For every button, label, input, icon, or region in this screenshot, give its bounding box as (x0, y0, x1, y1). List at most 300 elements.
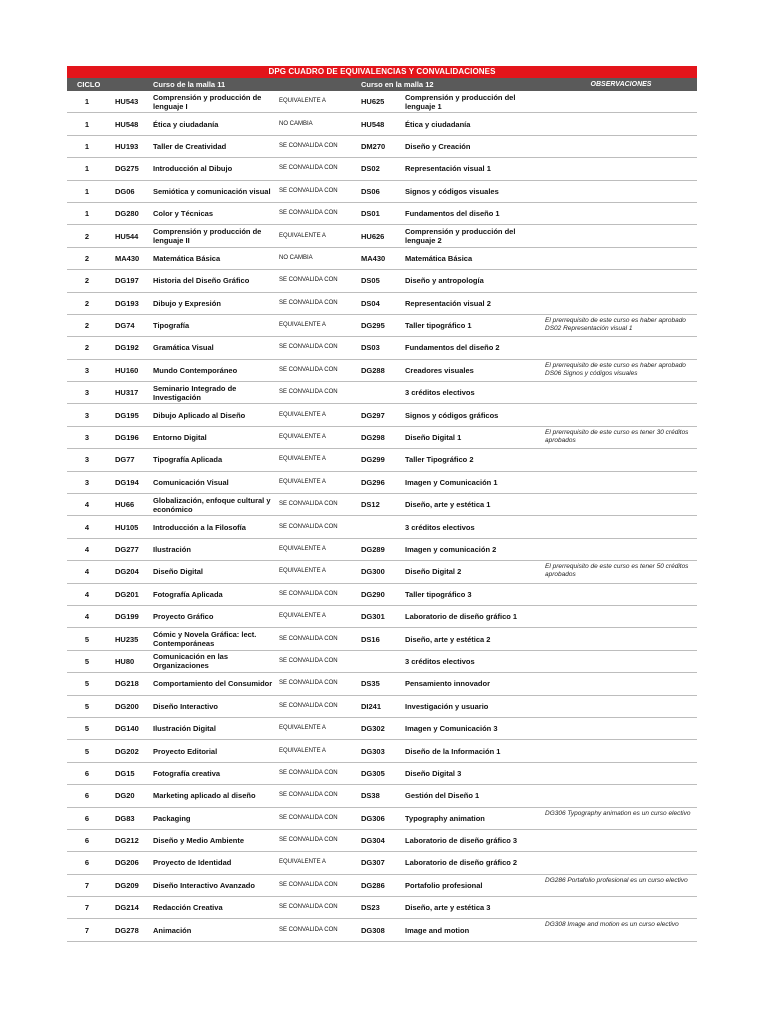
cell-ciclo: 3 (84, 388, 90, 398)
cell-code-malla12: DS05 (361, 276, 380, 286)
table-row (67, 113, 697, 135)
cell-relation: SE CONVALIDA CON (279, 187, 338, 194)
cell-ciclo: 6 (84, 836, 90, 846)
table-row (67, 628, 697, 650)
cell-code-malla11: DG20 (115, 791, 135, 801)
table-row (67, 696, 697, 718)
cell-observation (545, 248, 697, 269)
cell-code-malla12: DG307 (361, 858, 385, 868)
cell-relation: SE CONVALIDA CON (279, 837, 338, 844)
cell-code-malla12: DG301 (361, 612, 385, 622)
header-malla12: Curso en la malla 12 (361, 80, 434, 89)
cell-code-malla12: HU625 (361, 97, 385, 107)
cell-ciclo: 4 (84, 500, 90, 510)
cell-code-malla12: DS35 (361, 679, 380, 689)
cell-observation (545, 673, 697, 694)
cell-ciclo: 2 (84, 276, 90, 286)
table-row (67, 763, 697, 785)
cell-code-malla11: DG199 (115, 612, 139, 622)
cell-relation: EQUIVALENTE A (279, 546, 326, 552)
cell-observation (545, 293, 697, 314)
cell-name-malla12: Imagen y comunicación 2 (405, 545, 497, 554)
cell-ciclo: 4 (84, 567, 90, 577)
cell-name-malla12: Portafolio profesional (405, 880, 483, 890)
cell-name-malla12: Creadores visuales (405, 365, 474, 375)
cell-code-malla12: DS01 (361, 209, 380, 219)
table-title: DPG CUADRO DE EQUIVALENCIAS Y CONVALIDACIONES (67, 66, 697, 78)
cell-code-malla12: DG289 (361, 545, 385, 554)
cell-relation: EQUIVALENTE A (279, 568, 326, 575)
cell-ciclo: 5 (84, 634, 90, 644)
cell-code-malla12: DG305 (361, 768, 385, 778)
table-row (67, 315, 697, 337)
cell-name-malla12: Gestión del Diseño 1 (405, 791, 480, 801)
cell-name-malla12: Taller Tipográfico 2 (405, 455, 474, 465)
cell-code-malla11: HU160 (115, 365, 139, 375)
table-row (67, 382, 697, 404)
cell-ciclo: 3 (84, 455, 90, 465)
cell-name-malla11: Introducción a la Filosofía (153, 522, 246, 532)
cell-code-malla11: DG83 (115, 813, 135, 823)
cell-ciclo: 2 (84, 298, 90, 308)
cell-name-malla11: Semiótica y comunicación visual (153, 186, 271, 196)
cell-code-malla11: DG194 (115, 477, 139, 487)
cell-ciclo: 6 (84, 768, 90, 778)
cell-ciclo: 3 (84, 410, 90, 420)
cell-ciclo: 4 (84, 522, 90, 532)
cell-ciclo: 2 (84, 253, 90, 263)
cell-relation: EQUIVALENTE A (279, 411, 326, 418)
cell-code-malla11: HU544 (115, 231, 139, 241)
cell-code-malla12: DG303 (361, 746, 385, 756)
cell-name-malla11: Ética y ciudadanía (153, 119, 219, 129)
table-row (67, 225, 697, 247)
cell-name-malla11: Entorno Digital (153, 433, 207, 443)
cell-name-malla11: Color y Técnicas (153, 209, 214, 219)
cell-name-malla12: Signos y códigos gráficos (405, 410, 499, 420)
cell-code-malla12: MA430 (361, 253, 386, 263)
cell-ciclo: 3 (84, 477, 90, 487)
table-row (67, 360, 697, 382)
cell-code-malla12: HU548 (361, 119, 385, 129)
cell-code-malla12: DS03 (361, 343, 380, 353)
cell-name-malla11: Gramática Visual (153, 343, 214, 353)
cell-observation (545, 337, 697, 358)
cell-observation (545, 584, 697, 605)
cell-name-malla12: Imagen y Comunicación 3 (405, 724, 498, 734)
cell-observation (545, 897, 697, 918)
cell-code-malla12: DG304 (361, 836, 385, 846)
cell-code-malla11: DG06 (115, 186, 135, 196)
table-row (67, 561, 697, 583)
cell-ciclo: 5 (84, 679, 90, 689)
cell-name-malla12: 3 créditos electivos (405, 388, 475, 398)
cell-relation: NO CAMBIA (279, 254, 313, 261)
cell-name-malla11: Proyecto Editorial (153, 746, 218, 756)
header-ciclo: CICLO (77, 80, 101, 89)
cell-name-malla11: Proyecto de Identidad (153, 858, 232, 868)
cell-code-malla11: HU235 (115, 634, 139, 644)
cell-observation (545, 158, 697, 179)
cell-name-malla11: Historia del Diseño Gráfico (153, 276, 250, 286)
cell-name-malla12: Ética y ciudadanía (405, 119, 471, 129)
cell-observation: El prerrequisito de este curso es tener 50 créditos aprobados (545, 563, 689, 579)
cell-relation: EQUIVALENTE A (279, 747, 326, 754)
table-row (67, 293, 697, 315)
cell-code-malla11: DG275 (115, 164, 139, 174)
cell-observation (545, 830, 697, 851)
cell-code-malla11: DG277 (115, 545, 139, 554)
cell-relation: SE CONVALIDA CON (279, 277, 338, 284)
cell-code-malla12: DG299 (361, 455, 385, 465)
cell-name-malla12: Image and motion (405, 925, 470, 935)
cell-observation (545, 113, 697, 134)
table-row (67, 270, 697, 292)
cell-name-malla11: Seminario Integrado de Investigación (153, 383, 237, 402)
cell-code-malla12: HU626 (361, 231, 385, 241)
cell-code-malla11: HU105 (115, 522, 139, 532)
cell-observation (545, 270, 697, 291)
cell-observation: El prerrequisito de este curso es tener 30 créditos aprobados (545, 428, 689, 444)
cell-name-malla11: Proyecto Gráfico (153, 612, 214, 622)
cell-relation: SE CONVALIDA CON (279, 501, 338, 508)
cell-name-malla12: Diseño de la Información 1 (405, 746, 501, 756)
cell-relation: EQUIVALENTE A (279, 434, 326, 441)
cell-code-malla12: DG306 (361, 813, 385, 823)
cell-code-malla12: DS23 (361, 903, 380, 913)
cell-ciclo: 5 (84, 656, 90, 666)
cell-code-malla11: HU317 (115, 388, 139, 398)
cell-code-malla12: DS02 (361, 164, 380, 174)
cell-name-malla12: Diseño Digital 3 (405, 768, 462, 778)
cell-code-malla12: DS04 (361, 298, 380, 308)
cell-code-malla11: DG196 (115, 433, 139, 443)
cell-code-malla11: DG278 (115, 925, 139, 935)
cell-name-malla12: Representación visual 2 (405, 298, 491, 308)
cell-name-malla12: Diseño, arte y estética 3 (405, 903, 491, 913)
cell-name-malla12: Diseño Digital 2 (405, 567, 462, 577)
cell-relation: SE CONVALIDA CON (279, 702, 338, 709)
cell-name-malla12: Laboratorio de diseño gráfico 2 (405, 858, 518, 868)
cell-name-malla12: Signos y códigos visuales (405, 186, 499, 196)
cell-ciclo: 2 (84, 343, 90, 353)
cell-observation (545, 404, 697, 425)
table-row (67, 897, 697, 919)
cell-observation (545, 472, 697, 493)
cell-relation: SE CONVALIDA CON (279, 926, 338, 933)
cell-name-malla12: Laboratorio de diseño gráfico 3 (405, 836, 518, 846)
cell-ciclo: 1 (84, 186, 90, 196)
cell-observation (545, 718, 697, 739)
cell-code-malla12: DM270 (361, 141, 386, 151)
cell-ciclo: 1 (84, 209, 90, 219)
cell-code-malla12: DS06 (361, 186, 380, 196)
cell-code-malla11: HU66 (115, 500, 135, 510)
cell-name-malla11: Diseño Interactivo Avanzado (153, 880, 255, 890)
cell-ciclo: 7 (84, 880, 90, 890)
table-row (67, 651, 697, 673)
cell-ciclo: 2 (84, 321, 90, 331)
cell-name-malla12: Pensamiento innovador (405, 679, 491, 689)
cell-code-malla12: DG296 (361, 477, 385, 487)
cell-relation: SE CONVALIDA CON (279, 366, 338, 373)
table-body (67, 91, 697, 942)
cell-relation: EQUIVALENTE A (279, 232, 326, 239)
table-row (67, 181, 697, 203)
cell-name-malla11: Ilustración Digital (153, 724, 216, 734)
cell-code-malla12: DS38 (361, 791, 380, 801)
table-row (67, 808, 697, 830)
cell-code-malla12: DG288 (361, 365, 385, 375)
cell-ciclo: 1 (84, 119, 90, 129)
cell-name-malla12: Taller tipográfico 3 (405, 589, 472, 599)
cell-code-malla11: DG214 (115, 903, 139, 913)
cell-name-malla11: Animación (153, 925, 192, 935)
cell-name-malla11: Diseño y Medio Ambiente (153, 836, 244, 846)
cell-name-malla11: Ilustración (153, 545, 191, 554)
cell-observation: El prerrequisito de este curso es haber aprobado DS06 Signos y códigos visuales (545, 361, 686, 377)
cell-observation: El prerrequisito de este curso es haber aprobado DS02 Representación visual 1 (545, 316, 686, 332)
cell-name-malla11: Comprensión y producción de lenguaje II (153, 227, 262, 246)
cell-observation (545, 136, 697, 157)
cell-relation: SE CONVALIDA CON (279, 814, 338, 821)
cell-code-malla11: DG200 (115, 701, 139, 711)
table-row (67, 718, 697, 740)
cell-name-malla12: Diseño, arte y estética 2 (405, 634, 491, 644)
cell-relation: SE CONVALIDA CON (279, 881, 338, 888)
cell-name-malla11: Packaging (153, 813, 191, 823)
cell-observation (545, 651, 697, 672)
cell-name-malla12: Diseño, arte y estética 1 (405, 500, 491, 510)
cell-observation (545, 696, 697, 717)
cell-name-malla11: Tipografía (153, 321, 190, 331)
cell-name-malla11: Matemática Básica (153, 253, 221, 263)
cell-name-malla12: Comprensión y producción del lenguaje 1 (405, 92, 516, 111)
cell-relation: EQUIVALENTE A (279, 322, 326, 329)
cell-observation (545, 203, 697, 224)
cell-code-malla11: HU80 (115, 656, 135, 666)
cell-code-malla11: DG218 (115, 679, 139, 689)
cell-name-malla12: Taller tipográfico 1 (405, 321, 472, 331)
cell-code-malla12: DG295 (361, 321, 385, 331)
cell-relation: EQUIVALENTE A (279, 725, 326, 732)
cell-relation: SE CONVALIDA CON (279, 210, 338, 217)
cell-code-malla12: DS12 (361, 500, 380, 510)
table-row (67, 740, 697, 762)
cell-name-malla12: Diseño y Creación (405, 141, 471, 151)
cell-code-malla12: DS16 (361, 634, 380, 644)
cell-code-malla11: DG77 (115, 455, 135, 465)
cell-name-malla12: 3 créditos electivos (405, 522, 475, 532)
cell-name-malla12: Typography animation (405, 813, 485, 823)
cell-relation: SE CONVALIDA CON (279, 523, 338, 530)
cell-name-malla11: Diseño Interactivo (153, 701, 219, 711)
cell-observation (545, 785, 697, 806)
cell-observation: DG286 Portafolio profesional es un curso electivo (545, 876, 688, 884)
cell-name-malla12: Comprensión y producción del lenguaje 2 (405, 227, 516, 246)
cell-code-malla11: HU543 (115, 97, 139, 107)
cell-ciclo: 4 (84, 612, 90, 622)
cell-code-malla11: DG74 (115, 321, 135, 331)
table-row (67, 539, 697, 561)
cell-code-malla11: DG15 (115, 768, 135, 778)
table-row (67, 852, 697, 874)
cell-relation: EQUIVALENTE A (279, 859, 326, 866)
cell-code-malla12: DG290 (361, 589, 385, 599)
cell-observation (545, 225, 697, 246)
equivalence-table (67, 66, 697, 942)
cell-observation (545, 494, 697, 515)
cell-name-malla11: Cómic y Novela Gráfica: lect. Contemporáneas (153, 630, 257, 649)
table-row (67, 606, 697, 628)
cell-name-malla12: Diseño Digital 1 (405, 433, 462, 443)
cell-observation: DG306 Typography animation es un curso electivo (545, 809, 691, 817)
table-row (67, 494, 697, 516)
cell-code-malla11: DG202 (115, 746, 139, 756)
cell-relation: SE CONVALIDA CON (279, 590, 338, 597)
cell-relation: SE CONVALIDA CON (279, 635, 338, 642)
cell-code-malla11: DG192 (115, 343, 139, 353)
table-row (67, 449, 697, 471)
cell-observation (545, 516, 697, 537)
cell-relation: SE CONVALIDA CON (279, 680, 338, 687)
table-row (67, 472, 697, 494)
cell-name-malla11: Comunicación Visual (153, 477, 229, 487)
cell-ciclo: 5 (84, 701, 90, 711)
cell-observation (545, 763, 697, 784)
cell-code-malla11: DG280 (115, 209, 139, 219)
table-row (67, 584, 697, 606)
cell-ciclo: 3 (84, 433, 90, 443)
cell-code-malla12: DG300 (361, 567, 385, 577)
table-header (67, 78, 697, 91)
cell-relation: SE CONVALIDA CON (279, 299, 338, 306)
table-row (67, 337, 697, 359)
table-row (67, 91, 697, 113)
cell-relation: EQUIVALENTE A (279, 613, 326, 620)
cell-code-malla12: DG297 (361, 410, 385, 420)
cell-code-malla12 (361, 651, 403, 672)
cell-name-malla11: Introducción al Dibujo (153, 164, 233, 174)
cell-observation (545, 382, 697, 403)
cell-relation: SE CONVALIDA CON (279, 344, 338, 351)
table-row (67, 785, 697, 807)
cell-code-malla11: DG209 (115, 880, 139, 890)
cell-observation (545, 539, 697, 560)
cell-ciclo: 1 (84, 164, 90, 174)
cell-name-malla11: Dibujo Aplicado al Diseño (153, 410, 246, 420)
cell-observation (545, 606, 697, 627)
cell-name-malla11: Mundo Contemporáneo (153, 365, 238, 375)
cell-observation (545, 449, 697, 470)
table-row (67, 136, 697, 158)
cell-ciclo: 4 (84, 545, 90, 554)
cell-name-malla11: Globalización, enfoque cultural y económico (153, 495, 271, 514)
cell-code-malla11: DG140 (115, 724, 139, 734)
cell-code-malla12 (361, 382, 403, 403)
cell-code-malla12: DG298 (361, 433, 385, 443)
cell-code-malla11: HU548 (115, 119, 139, 129)
cell-name-malla12: Imagen y Comunicación 1 (405, 477, 498, 487)
cell-name-malla12: Diseño y antropología (405, 276, 484, 286)
cell-relation: SE CONVALIDA CON (279, 769, 338, 776)
cell-name-malla11: Marketing aplicado al diseño (153, 791, 256, 801)
cell-code-malla12: DG308 (361, 925, 385, 935)
cell-ciclo: 4 (84, 589, 90, 599)
table-row (67, 203, 697, 225)
cell-ciclo: 3 (84, 365, 90, 375)
cell-relation: EQUIVALENTE A (279, 456, 326, 463)
cell-ciclo: 2 (84, 231, 90, 241)
cell-ciclo: 7 (84, 903, 90, 913)
cell-code-malla11: MA430 (115, 253, 140, 263)
cell-name-malla11: Comprensión y producción de lenguaje I (153, 92, 262, 111)
cell-code-malla12 (361, 516, 403, 537)
cell-code-malla11: DG193 (115, 298, 139, 308)
cell-code-malla11: DG201 (115, 589, 139, 599)
header-observaciones: OBSERVACIONES (590, 81, 652, 88)
cell-ciclo: 1 (84, 97, 90, 107)
cell-code-malla11: DG195 (115, 410, 139, 420)
table-row (67, 516, 697, 538)
cell-name-malla11: Redacción Creativa (153, 903, 223, 913)
table-row (67, 158, 697, 180)
cell-name-malla12: Fundamentos del diseño 2 (405, 343, 500, 353)
cell-ciclo: 6 (84, 858, 90, 868)
table-row (67, 919, 697, 941)
header-malla11: Curso de la malla 11 (153, 80, 226, 89)
cell-code-malla12: DG286 (361, 880, 385, 890)
cell-name-malla11: Tipografía Aplicada (153, 455, 223, 465)
cell-name-malla11: Diseño Digital (153, 567, 204, 577)
cell-name-malla11: Comportamiento del Consumidor (153, 679, 273, 689)
cell-observation (545, 91, 697, 112)
cell-name-malla11: Fotografía creativa (153, 768, 221, 778)
cell-observation: DG308 Image and motion es un curso electivo (545, 921, 679, 929)
cell-code-malla12: DG302 (361, 724, 385, 734)
cell-code-malla11: DG206 (115, 858, 139, 868)
cell-name-malla12: Laboratorio de diseño gráfico 1 (405, 612, 518, 622)
cell-name-malla12: 3 créditos electivos (405, 656, 475, 666)
cell-relation: SE CONVALIDA CON (279, 165, 338, 172)
cell-relation: SE CONVALIDA CON (279, 389, 338, 396)
cell-name-malla11: Dibujo y Expresión (153, 298, 221, 308)
cell-observation (545, 740, 697, 761)
cell-code-malla11: HU193 (115, 141, 139, 151)
cell-observation (545, 852, 697, 873)
table-row (67, 404, 697, 426)
table-row (67, 875, 697, 897)
cell-ciclo: 5 (84, 746, 90, 756)
cell-ciclo: 6 (84, 813, 90, 823)
cell-relation: SE CONVALIDA CON (279, 142, 338, 149)
table-row (67, 248, 697, 270)
cell-relation: SE CONVALIDA CON (279, 657, 338, 664)
cell-name-malla12: Matemática Básica (405, 253, 473, 263)
cell-code-malla11: DG197 (115, 276, 139, 286)
cell-code-malla11: DG204 (115, 567, 139, 577)
cell-name-malla11: Comunicación en las Organizaciones (153, 652, 229, 671)
cell-name-malla12: Investigación y usuario (405, 701, 489, 711)
cell-ciclo: 7 (84, 925, 90, 935)
cell-name-malla12: Representación visual 1 (405, 164, 491, 174)
cell-relation: NO CAMBIA (279, 120, 313, 127)
cell-relation: SE CONVALIDA CON (279, 792, 338, 799)
cell-observation (545, 181, 697, 202)
cell-ciclo: 5 (84, 724, 90, 734)
cell-code-malla12: DI241 (361, 701, 382, 711)
cell-name-malla11: Fotografía Aplicada (153, 589, 223, 599)
